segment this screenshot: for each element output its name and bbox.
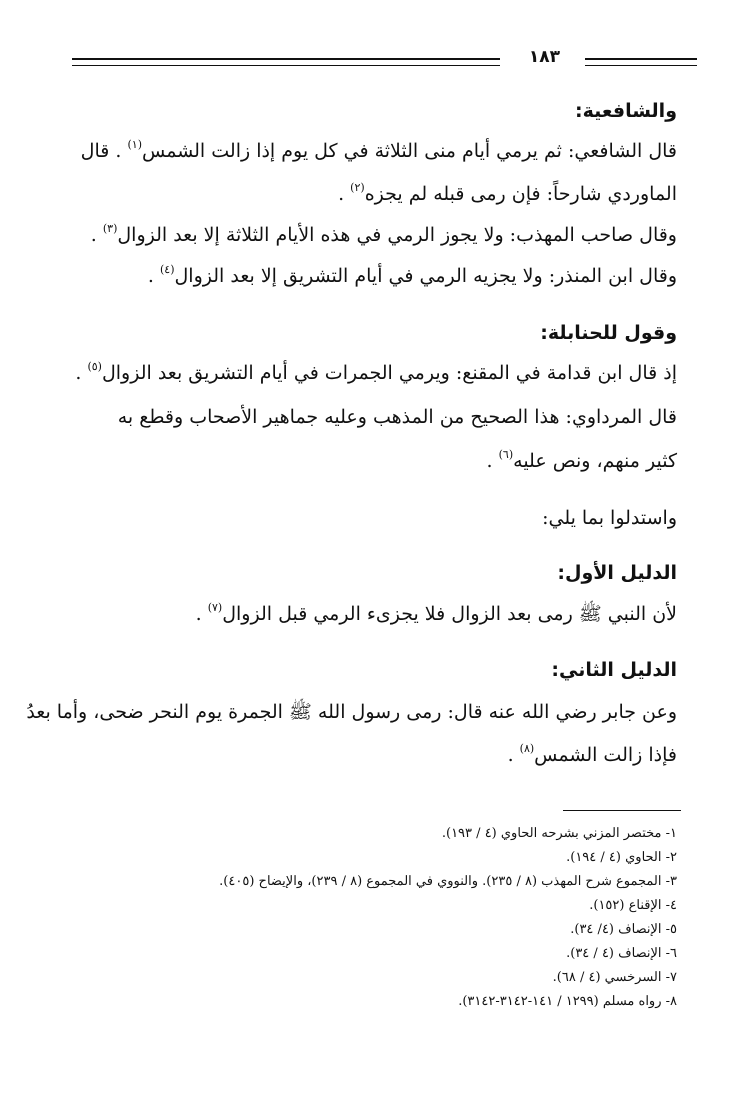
header-rule-left [72, 58, 500, 66]
footnote: ٣- المجموع شرح المهذب (٨ / ٢٣٥). والنووي في المجموع (٨ / ٢٣٩)، والإيضاح (٤٠٥). [219, 874, 677, 889]
footnote: ٥- الإنصاف (٤/ ٣٤). [570, 922, 677, 937]
footnote: ٤- الإقناع (١٥٢). [589, 898, 677, 913]
text-line: وعن جابر رضي الله عنه قال: رمى رسول الله ﷺ الجمرة يوم النحر ضحى، وأما بعدُ [26, 701, 677, 723]
page-number: ١٨٣ [528, 47, 561, 67]
text-line: قال الشافعي: ثم يرمي أيام منى الثلاثة في كل يوم إذا زالت الشمس$^{(١)}$ . قال [80, 137, 677, 162]
footnote: ٨- رواه مسلم (١٢٩٩ / ١٤١-٣١٤٢-٣١٤٢). [458, 994, 677, 1009]
section-heading: الدليل الأول: [557, 562, 677, 584]
footnote: ٧- السرخسي (٤ / ٦٨). [552, 970, 677, 985]
section-heading: والشافعية: [575, 100, 677, 122]
text-line: إذ قال ابن قدامة في المقنع: ويرمي الجمرات في أيام التشريق بعد الزوال$^{(٥)}$ . [75, 359, 677, 384]
page-header [72, 47, 697, 70]
footnote: ٦- الإنصاف (٤ / ٣٤). [566, 946, 677, 961]
section-heading: وقول للحنابلة: [540, 322, 677, 344]
text-line: واستدلوا بما يلي: [542, 507, 677, 529]
text-line: فإذا زالت الشمس$^{(٨)}$ . [507, 741, 677, 766]
footnote-separator [563, 810, 681, 811]
section-heading: الدليل الثاني: [551, 659, 677, 681]
text-line: الماوردي شارحاً: فإن رمى قبله لم يجزه$^{(٢)}$ . [338, 180, 677, 205]
footnote: ١- مختصر المزني بشرحه الحاوي (٤ / ١٩٣). [441, 826, 677, 841]
text-line: كثير منهم، ونص عليه$^{(٦)}$ . [486, 447, 677, 472]
text-line: وقال ابن المنذر: ولا يجزيه الرمي في أيام التشريق إلا بعد الزوال$^{(٤)}$ . [147, 262, 677, 287]
text-line: لأن النبي ﷺ رمى بعد الزوال فلا يجزىء الرمي قبل الزوال$^{(٧)}$ . [195, 600, 677, 625]
header-rule-right [585, 58, 697, 66]
footnote: ٢- الحاوي (٤ / ١٩٤). [566, 850, 677, 865]
text-line: وقال صاحب المهذب: ولا يجوز الرمي في هذه الأيام الثلاثة إلا بعد الزوال$^{(٣)}$ . [90, 221, 677, 246]
text-line: قال المرداوي: هذا الصحيح من المذهب وعليه جماهير الأصحاب وقطع به [117, 406, 677, 428]
